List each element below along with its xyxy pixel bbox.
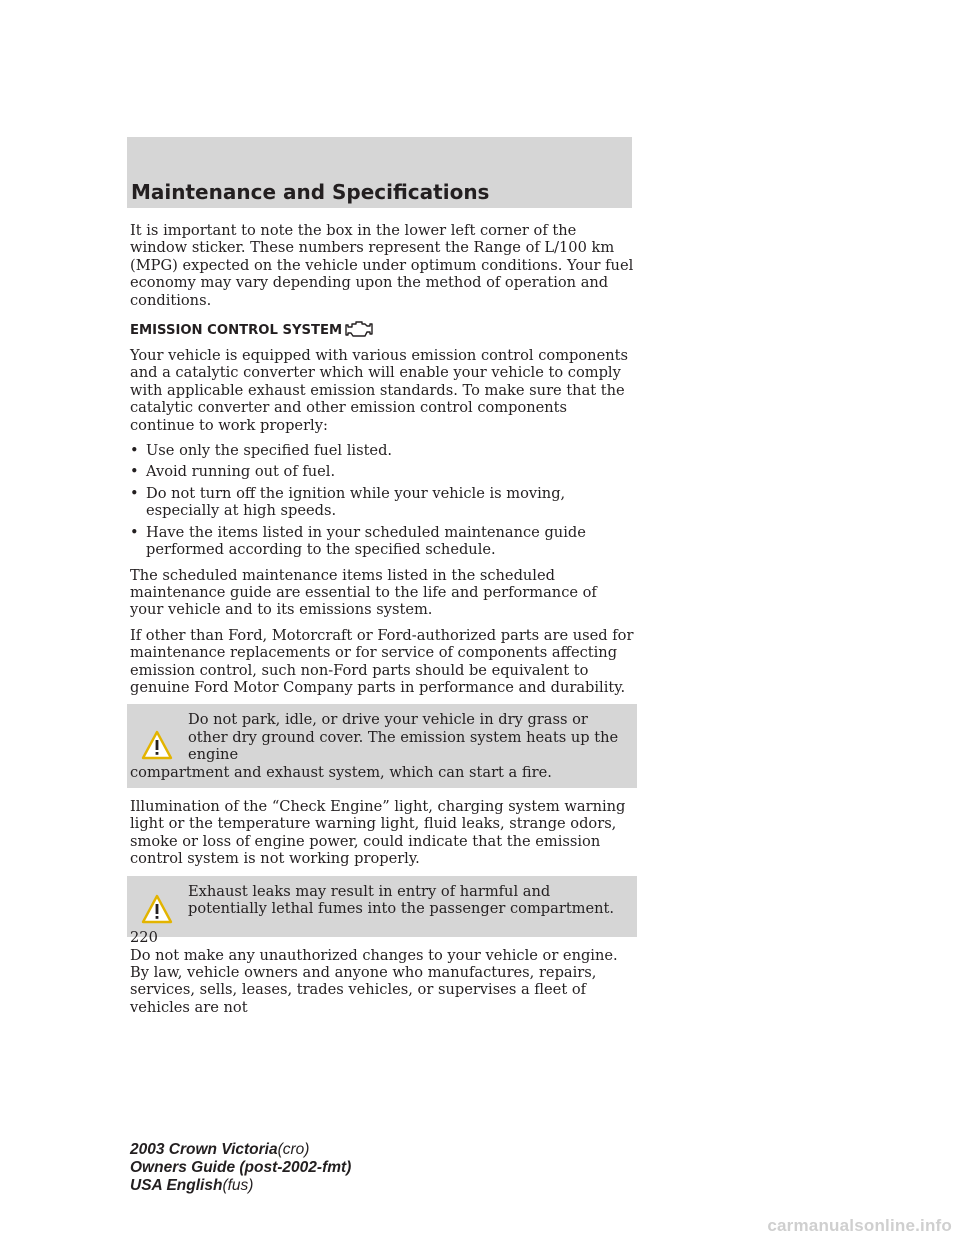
footer-line-language: USA English(fus) — [130, 1177, 254, 1194]
watermark: carmanualsonline.info — [767, 1216, 952, 1235]
changes-paragraph: Do not make any unauthorized changes to your vehicle or engine. By law, vehicle owners and anyone who manufactures, repairs, services, sells, leases, trades vehicles, or supervises a fleet of vehicles are not — [130, 946, 618, 1016]
footer-line-guide: Owners Guide (post-2002-fmt) — [130, 1159, 352, 1176]
warning-triangle-icon — [140, 893, 174, 925]
check-engine-icon — [344, 319, 374, 339]
bullet-dot: • — [130, 442, 139, 460]
bullet-dot: • — [130, 484, 139, 502]
equipped-paragraph: Your vehicle is equipped with various emission control components and a catalytic converter which will enable your vehicle to comply with applicable exhaust emission standards. To make sure that the catalytic converter and other emission control components continue to work properly: — [130, 347, 628, 434]
bullet-dot: • — [130, 463, 139, 481]
list-item: • Have the items listed in your scheduled maintenance guide performed according to the specified schedule. — [130, 523, 586, 559]
warning-text-lead: Do not park, idle, or drive your vehicle in dry grass or other dry ground cover. The emission system heats up the engine — [188, 711, 619, 764]
page-title: Maintenance and Specifications — [131, 180, 490, 204]
maintenance-bullet-list — [130, 442, 634, 558]
document-footer — [130, 1141, 351, 1195]
warning-text-exhaust: Exhaust leaks may result in entry of harmful and potentially lethal fumes into the passenger compartment. — [188, 882, 615, 917]
page-number: 220 — [130, 929, 158, 946]
footer-line-model: 2003 Crown Victoria(cro) — [130, 1141, 310, 1158]
list-item: • Do not turn off the ignition while your vehicle is moving, especially at high speeds. — [130, 484, 566, 520]
scheduled-paragraph: The scheduled maintenance items listed in the scheduled maintenance guide are essential to the life and performance of your vehicle and to its emissions system. — [130, 566, 597, 619]
main-content — [130, 222, 634, 1024]
warning-text-rest: compartment and exhaust system, which can start a fire. — [130, 763, 552, 781]
warning-box-fire — [127, 704, 637, 788]
section-heading-text: EMISSION CONTROL SYSTEM — [130, 322, 343, 338]
intro-paragraph: It is important to note the box in the lower left corner of the window sticker. These numbers represent the Range of L/100 km (MPG) expected on the vehicle under optimum conditions. Your fuel economy may vary depending upon the method of operation and conditions. — [130, 222, 634, 309]
list-item: • Avoid running out of fuel. — [130, 463, 336, 481]
bullet-dot: • — [130, 523, 139, 541]
section-heading — [130, 317, 634, 339]
illumination-paragraph: Illumination of the “Check Engine” light, charging system warning light or the temperature warning light, fluid leaks, strange odors, smoke or loss of engine power, could indicate that the emission control system is not working properly. — [130, 797, 626, 868]
warning-triangle-icon — [140, 729, 174, 761]
parts-paragraph: If other than Ford, Motorcraft or Ford-authorized parts are used for maintenance replacements or for service of components affecting emission control, such non-Ford parts should be equivalent to genuine Ford Motor Company parts in performance and durability. — [130, 626, 634, 696]
list-item: • Use only the specified fuel listed. — [130, 442, 393, 460]
header-band — [127, 137, 632, 208]
warning-box-exhaust — [127, 876, 637, 937]
